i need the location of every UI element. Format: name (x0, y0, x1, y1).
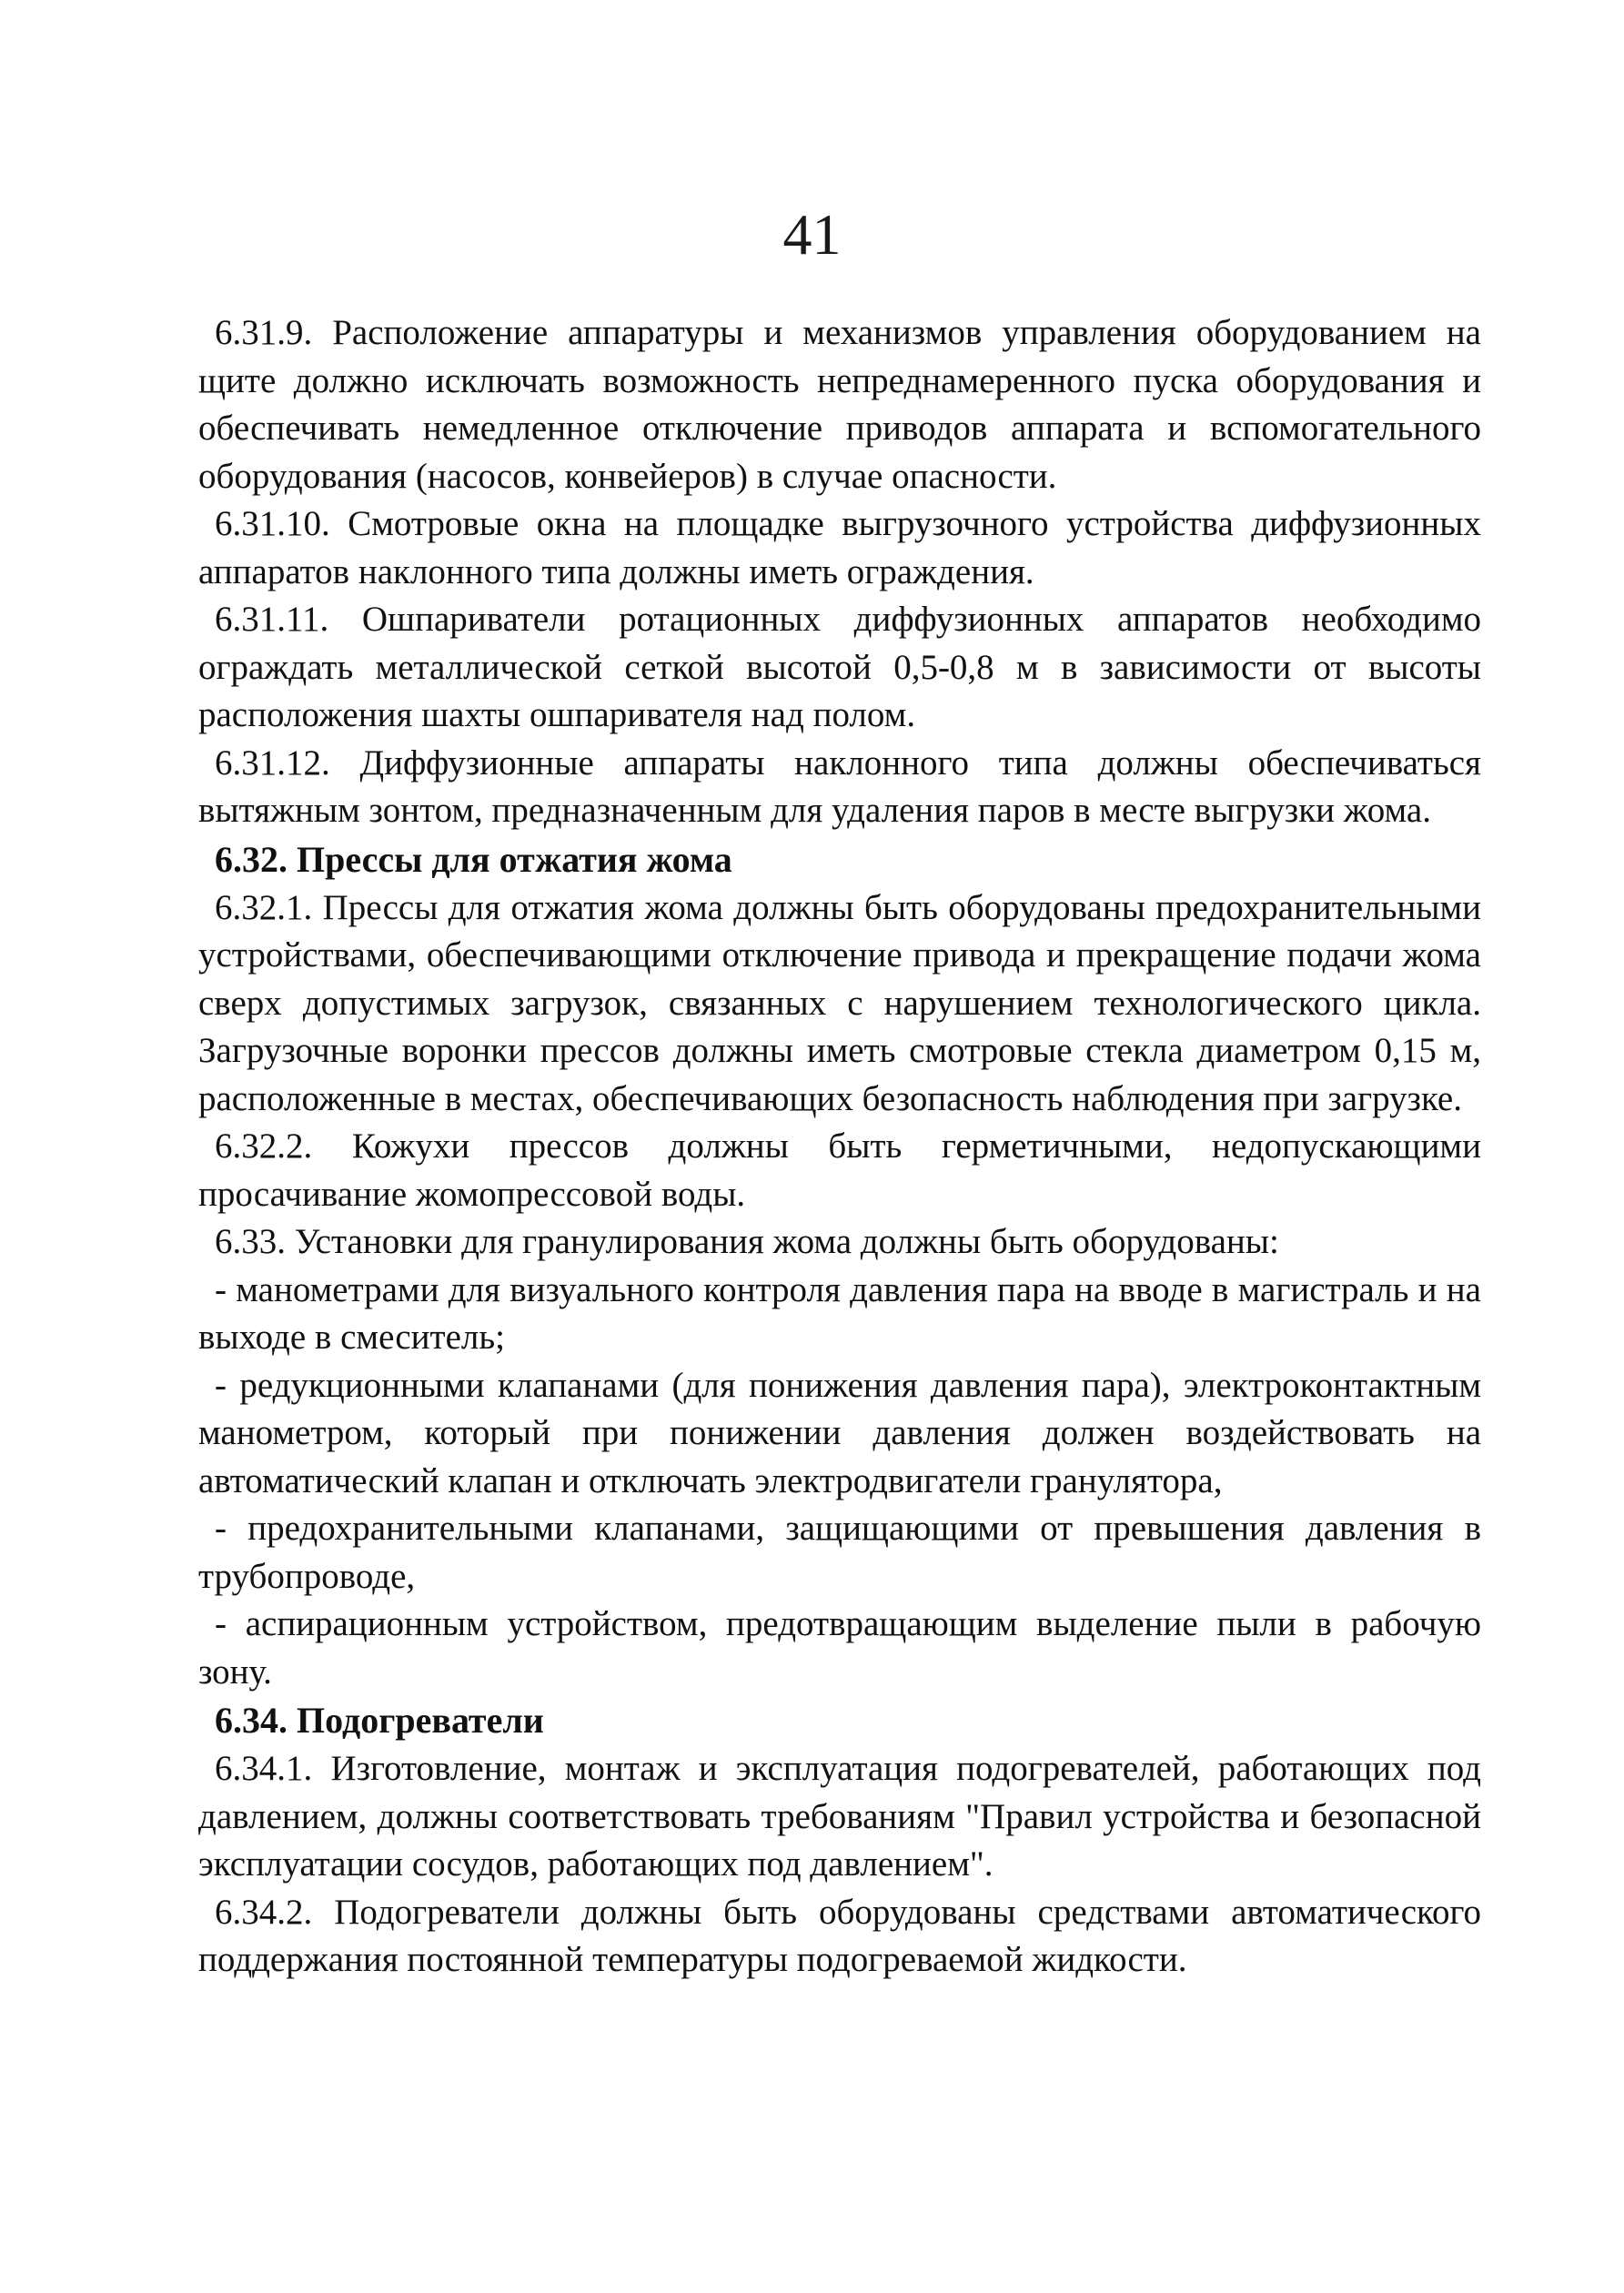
document-body (198, 309, 1481, 1985)
section-heading-6-32: 6.32. Прессы для отжатия жома (215, 838, 732, 880)
paragraph-6-34-1: 6.34.1. Изготовление, монтаж и эксплуатация подогревателей, работающих под давлением, должны соответствовать требованиям "Правил устройства и безопасной эксплуатации сосудов, работающих под давлением". (198, 1749, 1481, 1884)
paragraph-6-31-10: 6.31.10. Смотровые окна на площадке выгрузочного устройства диффузионных аппаратов наклонного типа должны иметь ограждения. (198, 504, 1481, 591)
list-item-manometers: - манометрами для визуального контроля давления пара на вводе в магистраль и на выходе в смеситель; (198, 1269, 1481, 1357)
paragraph-6-31-9: 6.31.9. Расположение аппаратуры и механизмов управления оборудованием на щите должно исключать возможность непреднамеренного пуска оборудования и обеспечивать немедленное отключение приводов аппарата и вспомогательного оборудования (насосов, конвейеров) в случае опасности. (198, 313, 1481, 496)
paragraph-6-32-1: 6.32.1. Прессы для отжатия жома должны быть оборудованы предохранительными устройствами, обеспечивающими отключение привода и прекращение подачи жома сверх допустимых загрузок, связанных с нарушением технологического цикла. Загрузочные воронки прессов должны иметь смотровые стекла диаметром 0,15 м, расположенные в местах, обеспечивающих безопасность наблюдения при загрузке. (198, 887, 1481, 1118)
list-item-aspiration-device: - аспирационным устройством, предотвращающим выделение пыли в рабочую зону. (198, 1604, 1481, 1692)
paragraph-6-31-11: 6.31.11. Ошпариватели ротационных диффузионных аппаратов необходимо ограждать металлической сеткой высотой 0,5-0,8 м в зависимости от высоты расположения шахты ошпаривателя над полом. (198, 600, 1481, 734)
list-item-reduction-valves: - редукционными клапанами (для понижения давления пара), электроконтактным манометром, который при понижении давления должен воздействовать на автоматический клапан и отключать электродвигатели гранулятора, (198, 1365, 1481, 1500)
paragraph-6-32-2: 6.32.2. Кожухи прессов должны быть герметичными, недопускающими просачивание жомопрессовой воды. (198, 1126, 1481, 1214)
list-item-safety-valves: - предохранительными клапанами, защищающими от превышения давления в трубопроводе, (198, 1509, 1481, 1596)
paragraph-6-31-12: 6.31.12. Диффузионные аппараты наклонного типа должны обеспечиваться вытяжным зонтом, предназначенным для удаления паров в месте выгрузки жома. (198, 742, 1481, 830)
paragraph-6-34-2: 6.34.2. Подогреватели должны быть оборудованы средствами автоматического поддержания постоянной температуры подогреваемой жидкости. (198, 1892, 1481, 1979)
page-number: 41 (782, 202, 842, 267)
paragraph-6-33: 6.33. Установки для гранулирования жома должны быть оборудованы: (215, 1222, 1279, 1261)
section-heading-6-34: 6.34. Подогреватели (215, 1700, 544, 1741)
